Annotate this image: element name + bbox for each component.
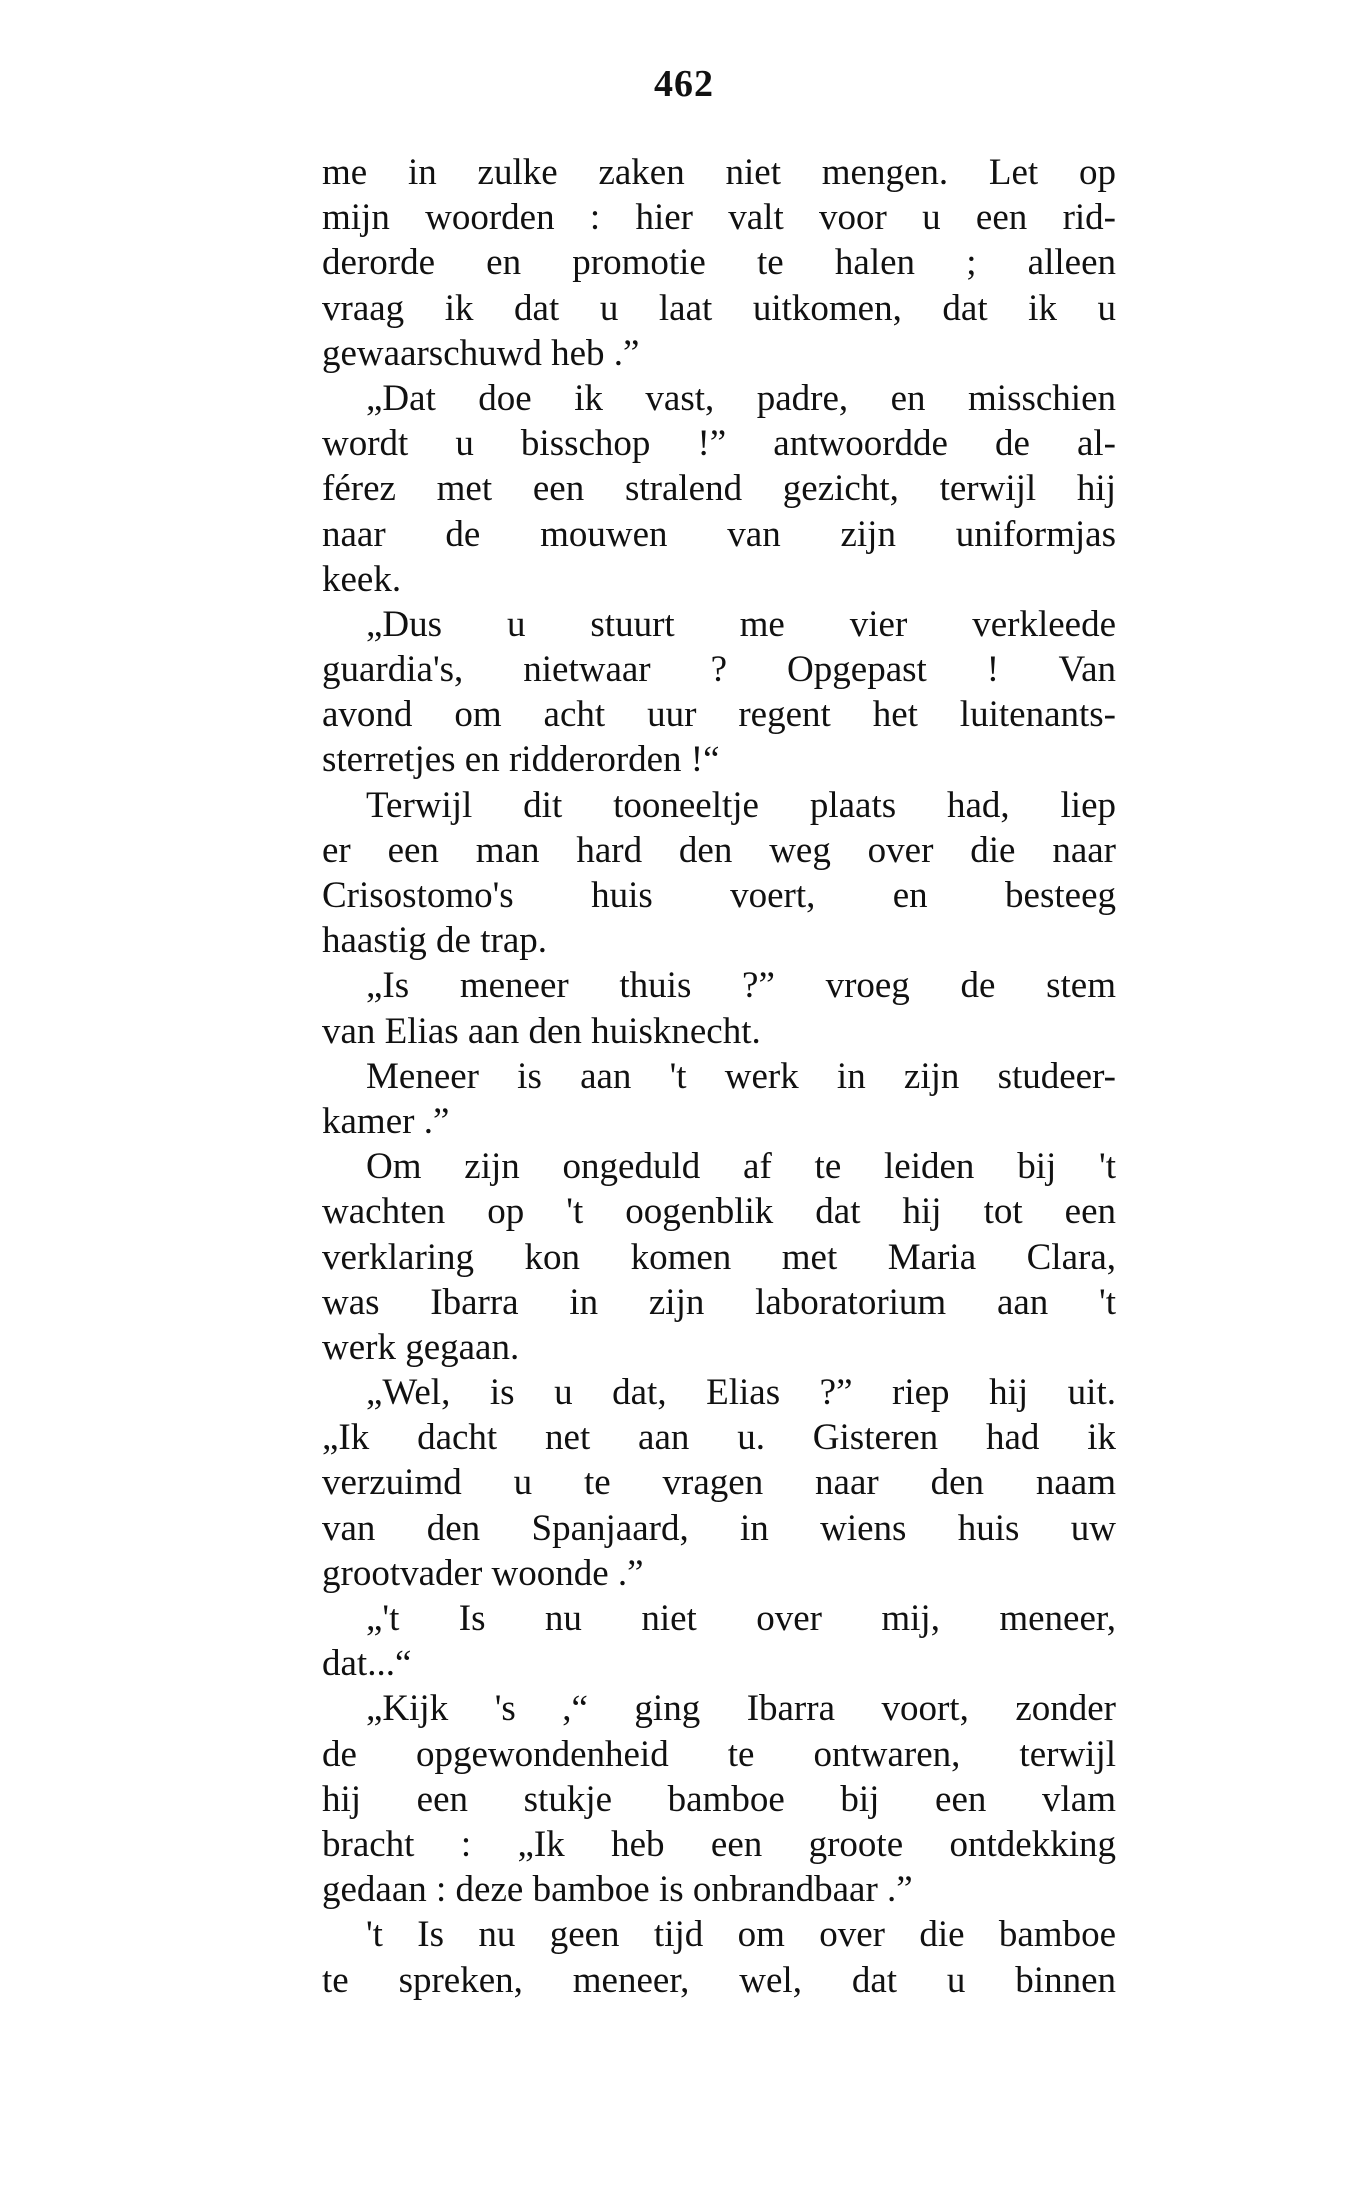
text-line: naar de mouwen van zijn uniformjas [322, 513, 1116, 555]
text-line: „Wel, is u dat, Elias ?” riep hij uit. [366, 1372, 1116, 1414]
text-line: van Elias aan den huisknecht. [322, 1010, 761, 1052]
text-line: er een man hard den weg over die naar [322, 829, 1116, 871]
text-line: „Dus u stuurt me vier verkleede [366, 603, 1116, 645]
text-line: grootvader woonde .” [322, 1552, 644, 1594]
text-line: was Ibarra in zijn laboratorium aan 't [322, 1281, 1116, 1323]
text-line: „Kijk 's ,“ ging Ibarra voort, zonder [366, 1688, 1116, 1730]
text-line: „Ik dacht net aan u. Gisteren had ik [322, 1417, 1116, 1459]
text-line: haastig de trap. [322, 920, 547, 962]
text-line: te spreken, meneer, wel, dat u binnen [322, 1959, 1116, 2001]
text-line: verklaring kon komen met Maria Clara, [322, 1236, 1116, 1278]
text-line: 't Is nu geen tijd om over die bamboe [366, 1914, 1116, 1956]
body-text [322, 150, 1116, 2003]
text-line: gedaan : deze bamboe is onbrandbaar .” [322, 1869, 913, 1911]
text-line: kamer .” [322, 1100, 450, 1142]
text-line: van den Spanjaard, in wiens huis uw [322, 1507, 1116, 1549]
text-line: werk gegaan. [322, 1326, 520, 1368]
text-line: gewaarschuwd heb .” [322, 332, 640, 374]
text-line: bracht : „Ik heb een groote ontdekking [322, 1823, 1116, 1865]
text-line: férez met een stralend gezicht, terwijl hij [322, 468, 1116, 510]
text-line: Om zijn ongeduld af te leiden bij 't [366, 1146, 1116, 1188]
text-line: „Dat doe ik vast, padre, en misschien [366, 377, 1116, 419]
text-line: „'t Is nu niet over mij, meneer, [366, 1598, 1116, 1639]
text-line: wachten op 't oogenblik dat hij tot een [322, 1191, 1116, 1233]
text-line: Meneer is aan 't werk in zijn studeer- [366, 1055, 1116, 1097]
text-line: keek. [322, 558, 402, 600]
text-line: hij een stukje bamboe bij een vlam [322, 1778, 1116, 1820]
text-line: „Is meneer thuis ?” vroeg de stem [366, 965, 1116, 1007]
text-line: Crisostomo's huis voert, en besteeg [322, 875, 1116, 916]
text-line: avond om acht uur regent het luitenants- [322, 694, 1116, 736]
text-line: de opgewondenheid te ontwaren, terwijl [322, 1733, 1116, 1775]
text-line: derorde en promotie te halen ; alleen [322, 242, 1116, 284]
text-line: wordt u bisschop !” antwoordde de al- [322, 423, 1116, 465]
text-line: dat...“ [322, 1643, 412, 1685]
text-line: vraag ik dat u laat uitkomen, dat ik u [322, 287, 1116, 329]
text-line: guardia's, nietwaar ? Opgepast ! Van [322, 649, 1116, 691]
text-line: Terwijl dit tooneeltje plaats had, liep [366, 784, 1116, 826]
text-line: me in zulke zaken niet mengen. Let op [322, 152, 1116, 193]
text-line: mijn woorden : hier valt voor u een rid- [322, 197, 1116, 239]
page-number: 462 [654, 63, 714, 105]
text-line: sterretjes en ridderorden !“ [322, 739, 720, 781]
text-line: verzuimd u te vragen naar den naam [322, 1462, 1116, 1504]
